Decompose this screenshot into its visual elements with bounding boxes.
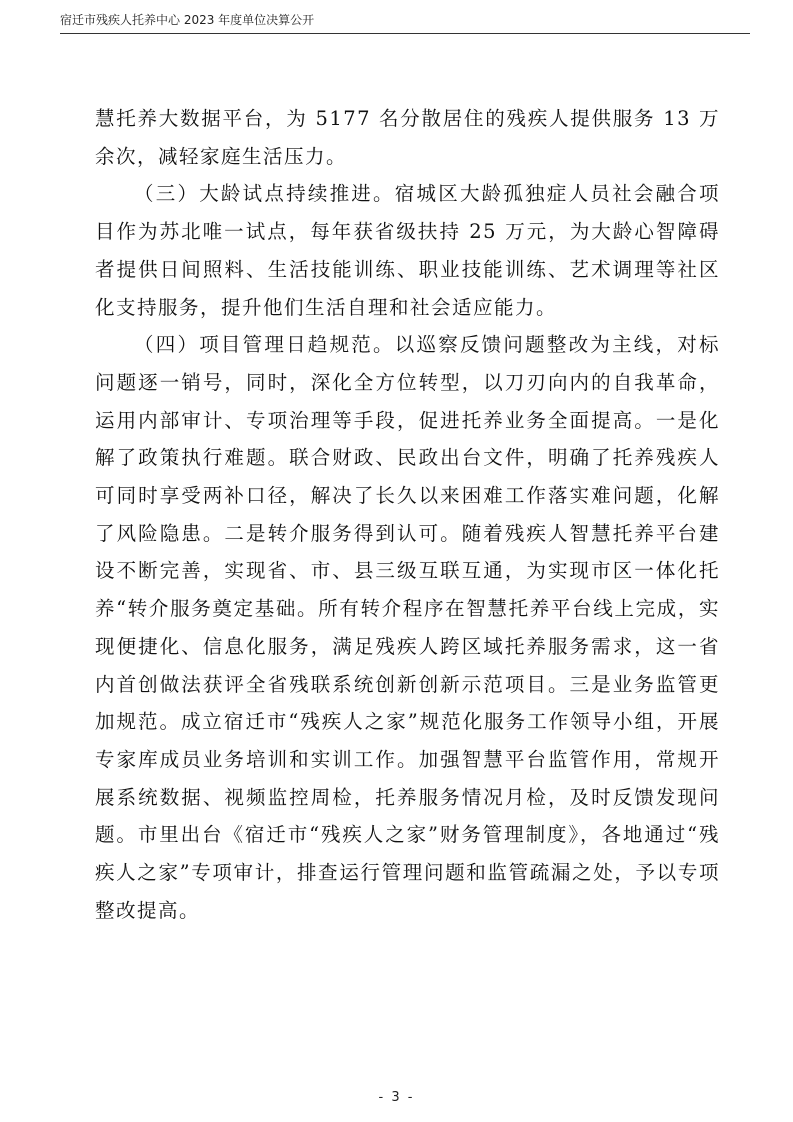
document-body <box>95 100 720 929</box>
paragraph: （四）项目管理日趋规范。以巡察反馈问题整改为主线，对标问题逐一销号，同时，深化全方位转型，以刀刃向内的自我革命，运用内部审计、专项治理等手段，促进托养业务全面提高。一是化解了政策执行难题。联合财政、民政出台文件，明确了托养残疾人可同时享受两补口径，解决了长久以来困难工作落实难问题，化解了风险隐患。二是转介服务得到认可。随着残疾人智慧托养平台建设不断完善，实现省、市、县三级互联互通，为实现市区一体化托养“转介服务奠定基础。所有转介程序在智慧托养平台线上完成，实现便捷化、信息化服务，满足残疾人跨区域托养服务需求，这一省内首创做法获评全省残联系统创新创新示范项目。三是业务监管更加规范。成立宿迁市“残疾人之家”规范化服务工作领导小组，开展专家库成员业务培训和实训工作。加强智慧平台监管作用，常规开展系统数据、视频监控周检，托养服务情况月检，及时反馈发现问题。市里出台《宿迁市“残疾人之家”财务管理制度》，各地通过“残疾人之家”专项审计，排查运行管理问题和监管疏漏之处，予以专项整改提高。 <box>95 333 720 922</box>
page-header: 宿迁市残疾人托养中心 2023 年度单位决算公开 <box>60 13 315 27</box>
page-number: - 3 - <box>378 1090 415 1105</box>
paragraph: （三）大龄试点持续推进。宿城区大龄孤独症人员社会融合项目作为苏北唯一试点，每年获省级扶持 25 万元，为大龄心智障碍者提供日间照料、生活技能训练、职业技能训练、艺术调理等社区化支持服务，提升他们生活自理和社会适应能力。 <box>95 182 720 319</box>
paragraph: 慧托养大数据平台，为 5177 名分散居住的残疾人提供服务 13 万余次，减轻家庭生活压力。 <box>95 107 720 168</box>
header-divider <box>60 33 750 34</box>
